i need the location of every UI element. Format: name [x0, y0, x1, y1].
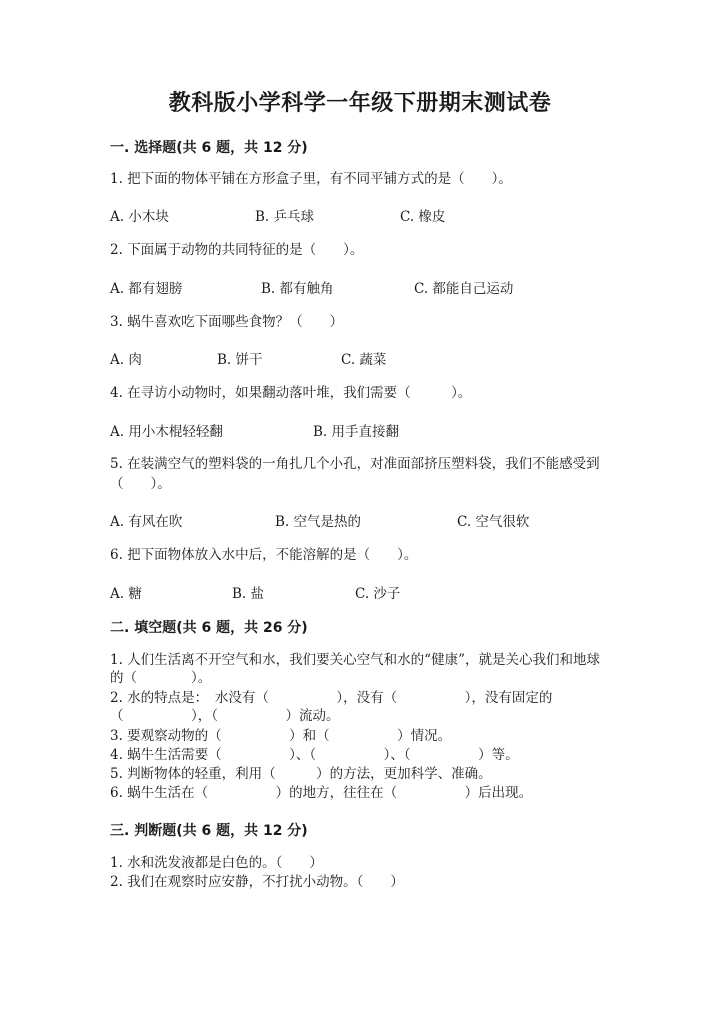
question-stem: 3. 蜗牛喜欢吃下面哪些食物？（ ）	[110, 314, 344, 330]
fill-item: 2. 水的特点是： 水没有（ ），没有（ ），没有固定的（ ），（ ）流动。	[110, 690, 553, 724]
option-c: C. 橡皮	[400, 209, 446, 225]
option-b: B. 盐	[232, 586, 265, 602]
section-heading-judge: 三. 判断题(共 6 题，共 12 分)	[110, 823, 308, 839]
question-stem: 4. 在寻访小动物时，如果翻动落叶堆，我们需要（ ）。	[110, 385, 472, 401]
option-a: A. 都有翅膀	[110, 281, 183, 297]
question-stem: 5. 在装满空气的塑料袋的一角扎几个小孔，对准面部挤压塑料袋，我们不能感受到（ ）。	[110, 456, 600, 492]
option-b: B. 用手直接翻	[313, 424, 400, 440]
option-a: A. 肉	[110, 352, 142, 368]
fill-item: 3. 要观察动物的（ ）和（ ）情况。	[110, 728, 452, 744]
option-a: A. 用小木棍轻轻翻	[110, 424, 223, 440]
section-heading-choice: 一. 选择题(共 6 题，共 12 分)	[110, 140, 308, 156]
option-a: A. 糖	[110, 586, 142, 602]
question-stem: 1. 把下面的物体平铺在方形盒子里，有不同平铺方式的是（ ）。	[110, 171, 512, 187]
option-c: C. 都能自己运动	[414, 281, 514, 297]
option-b: B. 饼干	[217, 352, 263, 368]
fill-item: 1. 人们生活离不开空气和水，我们要关心空气和水的“健康”，就是关心我们和地球的（ ）。	[110, 652, 600, 686]
judge-item: 1. 水和洗发液都是白色的。（ ）	[110, 855, 323, 871]
option-b: B. 乒乓球	[255, 209, 315, 225]
judge-item: 2. 我们在观察时应安静，不打扰小动物。（ ）	[110, 874, 404, 890]
option-b: B. 都有触角	[261, 281, 334, 297]
question-stem: 2. 下面属于动物的共同特征的是（ ）。	[110, 242, 364, 258]
option-c: C. 蔬菜	[341, 352, 387, 368]
option-a: A. 有风在吹	[110, 514, 183, 530]
option-c: C. 沙子	[355, 586, 401, 602]
section-heading-fill: 二. 填空题(共 6 题，共 26 分)	[110, 620, 308, 636]
option-c: C. 空气很软	[457, 514, 530, 530]
question-stem: 6. 把下面物体放入水中后，不能溶解的是（ ）。	[110, 547, 418, 563]
exam-title: 教科版小学科学一年级下册期末测试卷	[168, 91, 552, 116]
fill-item: 5. 判断物体的轻重，利用（ ）的方法，更加科学、准确。	[110, 766, 492, 782]
option-b: B. 空气是热的	[275, 514, 362, 530]
option-a: A. 小木块	[110, 209, 169, 225]
fill-item: 6. 蜗牛生活在（ ）的地方，往往在（ ）后出现。	[110, 785, 533, 801]
fill-item: 4. 蜗牛生活需要（ ）、（ ）、（ ）等。	[110, 747, 519, 763]
